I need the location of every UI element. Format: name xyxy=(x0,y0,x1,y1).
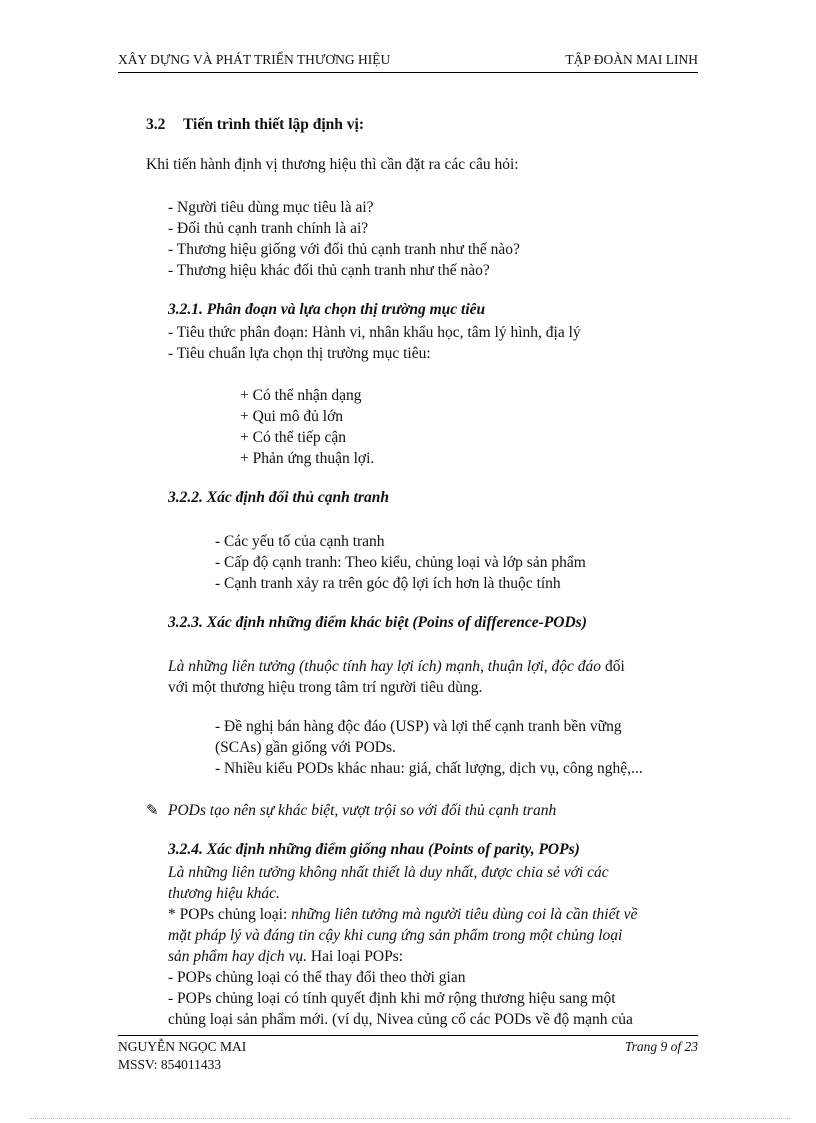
criteria-item: + Phản ứng thuận lợi. xyxy=(240,450,375,467)
pop-line xyxy=(168,904,637,925)
question-item: - Thương hiệu khác đối thủ cạnh tranh như thế nào? xyxy=(168,262,490,279)
definition-line: với một thương hiệu trong tâm trí người tiêu dùng. xyxy=(168,679,483,696)
arrow-icon: ✎ xyxy=(146,803,159,819)
paragraph-line: - Nhiều kiểu PODs khác nhau: giá, chất lượng, dịch vụ, công nghệ,... xyxy=(215,760,643,777)
criteria-item: + Qui mô đủ lớn xyxy=(240,408,344,425)
question-item: - Đối thủ cạnh tranh chính là ai? xyxy=(168,220,369,237)
paragraph-line: - Tiêu thức phân đoạn: Hành vi, nhân khẩu học, tâm lý hình, địa lý xyxy=(168,324,581,341)
pop-line: mặt pháp lý và đáng tin cậy khi cung ứng sản phẩm trong một chủng loại xyxy=(168,927,623,944)
intro-text: Khi tiến hành định vị thương hiệu thì cần đặt ra các câu hỏi: xyxy=(146,156,519,173)
footer-divider xyxy=(118,1035,698,1036)
definition-line xyxy=(168,656,625,677)
page-header xyxy=(118,52,698,73)
paragraph-line: (SCAs) gần giống với PODs. xyxy=(215,739,396,756)
paragraph-line: - Đề nghị bán hàng độc đáo (USP) và lợi thế cạnh tranh bền vững xyxy=(215,718,622,735)
header-title: XÂY DỰNG VÀ PHÁT TRIỂN THƯƠNG HIỆU xyxy=(118,52,391,67)
subsection-title-324: 3.2.4. Xác định những điểm giống nhau (Points of parity, POPs) xyxy=(168,841,580,858)
definition-line: thương hiệu khác. xyxy=(168,885,280,902)
section-title: Tiến trình thiết lập định vị: xyxy=(183,116,365,133)
paragraph-line: - POPs chủng loại có thể thay đổi theo thời gian xyxy=(168,969,466,986)
paragraph-line: - Cạnh tranh xảy ra trên góc độ lợi ích hơn là thuộc tính xyxy=(215,575,561,592)
paragraph-line: - Tiêu chuẩn lựa chọn thị trường mục tiêu: xyxy=(168,345,431,362)
subsection-title-322: 3.2.2. Xác định đối thủ cạnh tranh xyxy=(168,489,389,506)
paragraph-line: - Cấp độ cạnh tranh: Theo kiểu, chủng loại và lớp sản phẩm xyxy=(215,554,586,571)
page-bottom-edge xyxy=(30,1118,790,1119)
question-item: - Thương hiệu giống với đối thủ cạnh tranh như thế nào? xyxy=(168,241,520,258)
subsection-title-323: 3.2.3. Xác định những điểm khác biệt (Poins of difference-PODs) xyxy=(168,614,587,631)
paragraph-line: - POPs chủng loại có tính quyết định khi mở rộng thương hiệu sang một xyxy=(168,990,616,1007)
conclusion-text: PODs tạo nên sự khác biệt, vượt trội so với đối thủ cạnh tranh xyxy=(168,802,557,819)
definition-normal: đối xyxy=(601,658,625,675)
pop-label: * POPs chủng loại: xyxy=(168,906,292,923)
paragraph-line: chủng loại sản phẩm mới. (ví dụ, Nivea củng cố các PODs về độ mạnh của xyxy=(168,1011,633,1028)
pop-types: Hai loại POPs: xyxy=(307,948,404,965)
question-item: - Người tiêu dùng mục tiêu là ai? xyxy=(168,199,374,216)
criteria-item: + Có thể nhận dạng xyxy=(240,387,362,404)
criteria-item: + Có thể tiếp cận xyxy=(240,429,347,446)
pop-desc: những liên tưởng mà người tiêu dùng coi là cần thiết về xyxy=(291,906,638,923)
subsection-title-321: 3.2.1. Phân đoạn và lựa chọn thị trường mục tiêu xyxy=(168,301,486,318)
definition-italic: Là những liên tưởng (thuộc tính hay lợi ích) mạnh, thuận lợi, độc đáo xyxy=(168,658,602,675)
footer-author: NGUYỄN NGỌC MAI xyxy=(118,1039,247,1054)
paragraph-line: - Các yếu tố của cạnh tranh xyxy=(215,533,385,550)
section-number: 3.2 xyxy=(146,116,166,133)
footer-page-number: Trang 9 of 23 xyxy=(624,1039,698,1054)
footer-student-id: MSSV: 854011433 xyxy=(118,1057,222,1072)
header-company: TẬP ĐOÀN MAI LINH xyxy=(565,52,698,67)
definition-line: Là những liên tưởng không nhất thiết là duy nhất, được chia sẻ với các xyxy=(168,864,609,881)
pop-line xyxy=(168,946,403,967)
pop-desc: sản phẩm hay dịch vụ. xyxy=(168,948,308,965)
